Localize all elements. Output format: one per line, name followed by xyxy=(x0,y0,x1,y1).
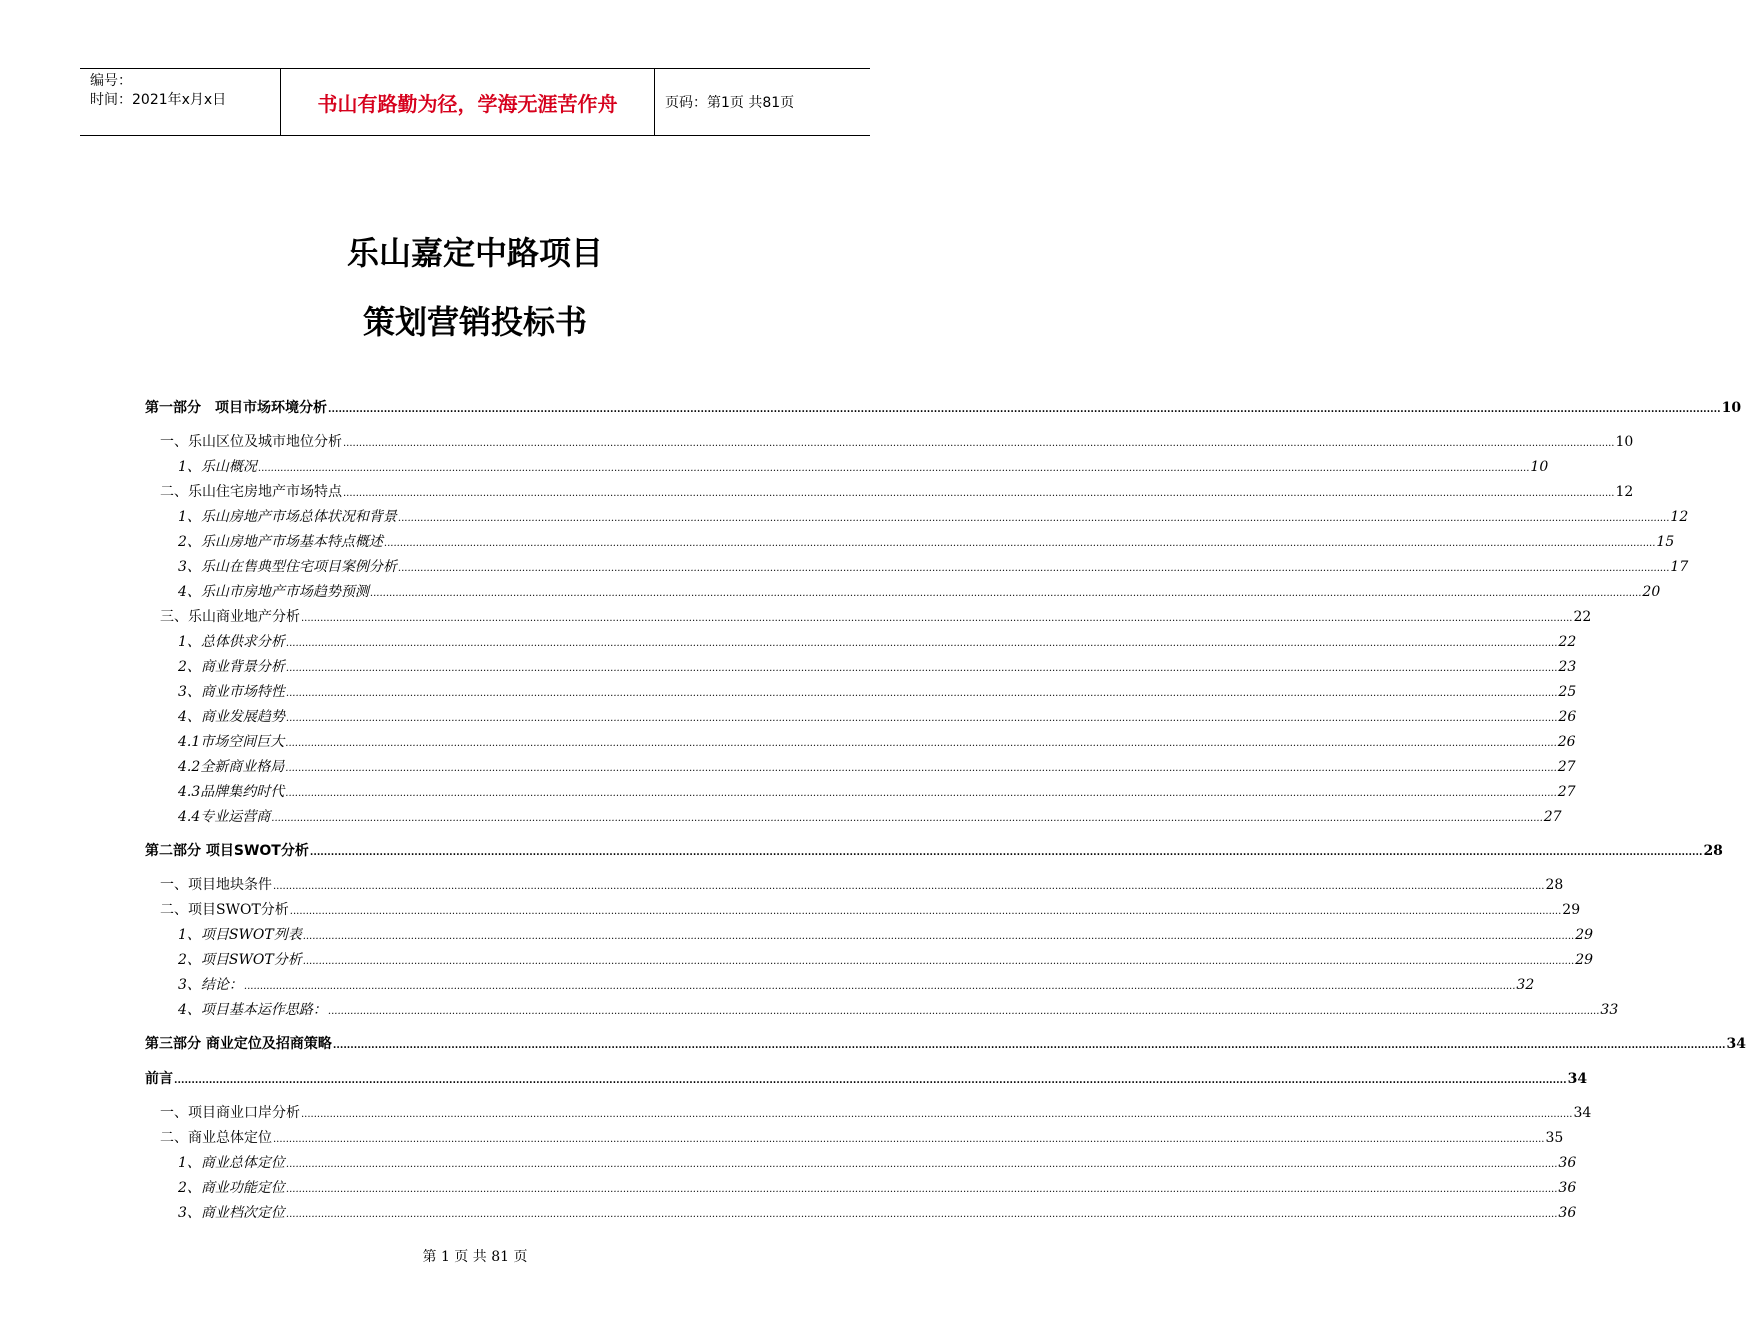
toc-entry[interactable]: 4、商业发展趋势 ................................................................................................................................................................................................................................................................................................................................................................................................................ 26 xyxy=(178,707,805,727)
toc-leader-dots: ................................................................................................................................................................................................................................................................................................................................................................................................................ xyxy=(285,713,1558,724)
toc-leader-dots: ................................................................................................................................................................................................................................................................................................................................................................................................................ xyxy=(285,638,1558,649)
toc-leader-dots: ................................................................................................................................................................................................................................................................................................................................................................................................................ xyxy=(327,1006,1600,1017)
toc-entry[interactable]: 4.2全新商业格局 ................................................................................................................................................................................................................................................................................................................................................................................................................ 27 xyxy=(178,757,805,777)
toc-leader-dots: ................................................................................................................................................................................................................................................................................................................................................................................................................ xyxy=(397,563,1670,574)
toc-entry[interactable]: 3、乐山在售典型住宅项目案例分析 ................................................................................................................................................................................................................................................................................................................................................................................................................ 17 xyxy=(178,557,805,577)
toc-leader-dots: ................................................................................................................................................................................................................................................................................................................................................................................................................ xyxy=(369,588,1642,599)
toc-leader-dots: ................................................................................................................................................................................................................................................................................................................................................................................................................ xyxy=(273,881,1545,892)
toc-leader-dots: ................................................................................................................................................................................................................................................................................................................................................................................................................ xyxy=(257,463,1530,474)
header-page-info: 页码：第1页 共81页 xyxy=(665,95,795,111)
toc-entry[interactable]: 2、商业背景分析 ................................................................................................................................................................................................................................................................................................................................................................................................................ 23 xyxy=(178,657,805,677)
toc-entry[interactable]: 二、项目SWOT分析 ................................................................................................................................................................................................................................................................................................................................................................................................................ 29 xyxy=(160,900,805,920)
toc-leader-dots: ................................................................................................................................................................................................................................................................................................................................................................................................................ xyxy=(174,1075,1567,1086)
toc-entry[interactable]: 4.1市场空间巨大 ................................................................................................................................................................................................................................................................................................................................................................................................................ 26 xyxy=(178,732,805,752)
toc-entry[interactable]: 第三部分 商业定位及招商策略 ................................................................................................................................................................................................................................................................................................................................................................................................................ 34 xyxy=(145,1034,805,1054)
toc-entry[interactable]: 三、乐山商业地产分析 ................................................................................................................................................................................................................................................................................................................................................................................................................ 22 xyxy=(160,607,805,627)
toc-leader-dots: ................................................................................................................................................................................................................................................................................................................................................................................................................ xyxy=(289,906,1562,917)
header-number: 编号： xyxy=(90,73,132,89)
toc-leader-dots: ................................................................................................................................................................................................................................................................................................................................................................................................................ xyxy=(343,488,1615,499)
toc-entry[interactable]: 4、乐山市房地产市场趋势预测 ................................................................................................................................................................................................................................................................................................................................................................................................................ 20 xyxy=(178,582,805,602)
toc-leader-dots: ................................................................................................................................................................................................................................................................................................................................................................................................................ xyxy=(271,813,1543,824)
toc-entry[interactable]: 4、项目基本运作思路： ................................................................................................................................................................................................................................................................................................................................................................................................................ 33 xyxy=(178,1000,805,1020)
toc-leader-dots: ................................................................................................................................................................................................................................................................................................................................................................................................................ xyxy=(332,1040,1726,1051)
toc-leader-dots: ................................................................................................................................................................................................................................................................................................................................................................................................................ xyxy=(301,613,1573,624)
toc-entry[interactable]: 4.4专业运营商 ................................................................................................................................................................................................................................................................................................................................................................................................................ 27 xyxy=(178,807,805,827)
toc-leader-dots: ................................................................................................................................................................................................................................................................................................................................................................................................................ xyxy=(285,763,1557,774)
toc-leader-dots: ................................................................................................................................................................................................................................................................................................................................................................................................................ xyxy=(285,1209,1558,1220)
toc-entry[interactable]: 二、商业总体定位 ................................................................................................................................................................................................................................................................................................................................................................................................................ 35 xyxy=(160,1128,805,1148)
toc-leader-dots: ................................................................................................................................................................................................................................................................................................................................................................................................................ xyxy=(309,847,1703,858)
toc-entry[interactable]: 2、乐山房地产市场基本特点概述 ................................................................................................................................................................................................................................................................................................................................................................................................................ 15 xyxy=(178,532,805,552)
toc-entry[interactable]: 一、项目地块条件 ................................................................................................................................................................................................................................................................................................................................................................................................................ 28 xyxy=(160,875,805,895)
toc-entry[interactable]: 第二部分 项目SWOT分析 ................................................................................................................................................................................................................................................................................................................................................................................................................ 28 xyxy=(145,841,805,861)
header-motto: 书山有路勤为径，学海无涯苦作舟 xyxy=(281,69,655,135)
toc-entry[interactable]: 3、商业档次定位 ................................................................................................................................................................................................................................................................................................................................................................................................................ 36 xyxy=(178,1203,805,1223)
toc-entry[interactable]: 3、商业市场特性 ................................................................................................................................................................................................................................................................................................................................................................................................................ 25 xyxy=(178,682,805,702)
toc-entry[interactable]: 4.3品牌集约时代 ................................................................................................................................................................................................................................................................................................................................................................................................................ 27 xyxy=(178,782,805,802)
page-header xyxy=(80,68,870,136)
toc-leader-dots: ................................................................................................................................................................................................................................................................................................................................................................................................................ xyxy=(243,981,1516,992)
toc-leader-dots: ................................................................................................................................................................................................................................................................................................................................................................................................................ xyxy=(302,931,1575,942)
toc-entry[interactable]: 1、乐山概况 ................................................................................................................................................................................................................................................................................................................................................................................................................ 10 xyxy=(178,457,805,477)
toc-entry[interactable]: 一、乐山区位及城市地位分析 ................................................................................................................................................................................................................................................................................................................................................................................................................ 10 xyxy=(160,432,805,452)
toc-entry[interactable]: 第一部分 项目市场环境分析 ................................................................................................................................................................................................................................................................................................................................................................................................................ 10 xyxy=(145,398,805,418)
doc-title-line2: 策划营销投标书 xyxy=(362,303,587,341)
doc-title-line1: 乐山嘉定中路项目 xyxy=(346,234,603,272)
toc-entry[interactable]: 1、项目SWOT列表 ................................................................................................................................................................................................................................................................................................................................................................................................................ 29 xyxy=(178,925,805,945)
toc-entry[interactable]: 2、商业功能定位 ................................................................................................................................................................................................................................................................................................................................................................................................................ 36 xyxy=(178,1178,805,1198)
toc-entry[interactable]: 2、项目SWOT分析 ................................................................................................................................................................................................................................................................................................................................................................................................................ 29 xyxy=(178,950,805,970)
page-footer: 第 1 页 共 81 页 xyxy=(422,1249,528,1265)
toc-entry[interactable]: 1、商业总体定位 ................................................................................................................................................................................................................................................................................................................................................................................................................ 36 xyxy=(178,1153,805,1173)
toc-leader-dots: ................................................................................................................................................................................................................................................................................................................................................................................................................ xyxy=(273,1134,1545,1145)
toc-leader-dots: ................................................................................................................................................................................................................................................................................................................................................................................................................ xyxy=(285,688,1558,699)
toc-leader-dots: ................................................................................................................................................................................................................................................................................................................................................................................................................ xyxy=(383,538,1656,549)
toc-leader-dots: ................................................................................................................................................................................................................................................................................................................................................................................................................ xyxy=(285,663,1558,674)
toc-entry[interactable]: 1、总体供求分析 ................................................................................................................................................................................................................................................................................................................................................................................................................ 22 xyxy=(178,632,805,652)
toc-leader-dots: ................................................................................................................................................................................................................................................................................................................................................................................................................ xyxy=(302,956,1575,967)
toc-leader-dots: ................................................................................................................................................................................................................................................................................................................................................................................................................ xyxy=(285,738,1557,749)
toc-leader-dots: ................................................................................................................................................................................................................................................................................................................................................................................................................ xyxy=(285,1159,1558,1170)
toc-entry[interactable]: 二、乐山住宅房地产市场特点 ................................................................................................................................................................................................................................................................................................................................................................................................................ 12 xyxy=(160,482,805,502)
toc-entry[interactable]: 一、项目商业口岸分析 ................................................................................................................................................................................................................................................................................................................................................................................................................ 34 xyxy=(160,1103,805,1123)
toc-leader-dots: ................................................................................................................................................................................................................................................................................................................................................................................................................ xyxy=(343,438,1615,449)
toc-entry[interactable]: 1、乐山房地产市场总体状况和背景 ................................................................................................................................................................................................................................................................................................................................................................................................................ 12 xyxy=(178,507,805,527)
toc-entry[interactable]: 3、结论： ................................................................................................................................................................................................................................................................................................................................................................................................................ 32 xyxy=(178,975,805,995)
header-meta xyxy=(80,69,281,135)
toc-leader-dots: ................................................................................................................................................................................................................................................................................................................................................................................................................ xyxy=(397,513,1670,524)
toc-leader-dots: ................................................................................................................................................................................................................................................................................................................................................................................................................ xyxy=(301,1109,1573,1120)
toc-leader-dots: ................................................................................................................................................................................................................................................................................................................................................................................................................ xyxy=(285,788,1557,799)
toc-leader-dots: ................................................................................................................................................................................................................................................................................................................................................................................................................ xyxy=(328,404,1721,415)
toc-leader-dots: ................................................................................................................................................................................................................................................................................................................................................................................................................ xyxy=(285,1184,1558,1195)
header-time: 时间：2021年x月x日 xyxy=(90,92,227,108)
toc-entry[interactable]: 前言 ................................................................................................................................................................................................................................................................................................................................................................................................................ 34 xyxy=(145,1069,805,1089)
